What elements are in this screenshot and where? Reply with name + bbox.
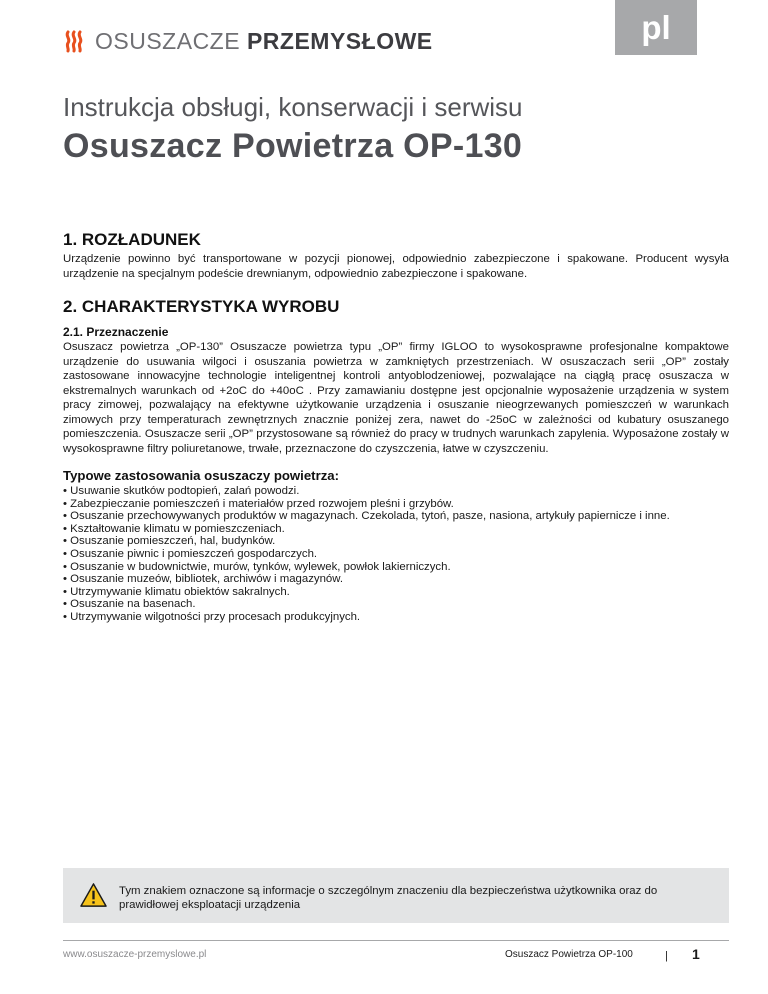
section-1-text: Urządzenie powinno być transportowane w pozycji pionowej, odpowiednio zabezpieczone i spakowane. Producent wysyła urządzenie na specjalnym podeście drewnianym, odpowiednio zabezpieczone i spakowane. xyxy=(63,253,729,280)
footer-website-link[interactable]: www.osuszacze-przemyslowe.pl xyxy=(63,949,207,960)
list-item: • Osuszanie pomieszczeń, hal, budynków. xyxy=(63,535,729,548)
document-subtitle: Instrukcja obsługi, konserwacji i serwisu xyxy=(63,92,523,122)
footer-model-name: Osuszacz Powietrza OP-100 xyxy=(505,949,633,960)
list-item: • Osuszanie muzeów, bibliotek, archiwów i magazynów. xyxy=(63,573,729,586)
language-tab: pl xyxy=(615,0,697,55)
page-header xyxy=(0,0,768,62)
section-2-1-heading: 2.1. Przeznaczenie xyxy=(63,325,169,339)
list-item: • Kształtowanie klimatu w pomieszczeniach. xyxy=(63,523,729,536)
safety-notice-text: Tym znakiem oznaczone są informacje o szczególnym znaczeniu dla bezpieczeństwa użytkownika oraz do prawidłowej eksploatacji urządzenia xyxy=(119,885,658,911)
uses-list xyxy=(63,485,729,624)
page-number: 1 xyxy=(692,946,700,962)
brand-logo xyxy=(63,29,433,53)
footer-divider xyxy=(63,940,729,941)
section-2-heading: 2. CHARAKTERYSTYKA WYROBU xyxy=(63,297,340,316)
list-item: • Osuszanie przechowywanych produktów w magazynach. Czekolada, tytoń, pasze, nasiona, artykuły papiernicze i inne. xyxy=(63,510,729,523)
section-2-1-text: Osuszacz powietrza „OP-130” Osuszacze powietrza typu „OP” firmy IGLOO to wysokosprawne profesjonalne kompaktowe urządzenie do usuwania wilgoci i osuszania powietrza w zamkniętych przestrzeniach. W osuszaczach serii „OP” zostały zastosowane innowacyjne technologie inteligentnej kontroli antyoblodzeniowej, pozwalające na ciągłą pracę osuszacza w ekstremalnych warunkach od +2oC do +40oC . Przy zamawianiu dostępne jest opcjonalnie wyposażenie urządzenia w system pracy zimowej, pozwalający na efektywne użytkowanie urządzenia i osuszanie nieogrzewanych pomieszczeń w warunkach zimowych przy temperaturach zewnętrznych znacznie poniżej zera, nawet do -25oC w zależności od kubatury osuszanego pomieszczenia. Osuszacze serii „OP” przystosowane są również do pracy w trudnych warunkach zapylenia. Wyposażone zostały w wysokosprawne filtry poliuretanowe, trwałe, przeznaczone do czyszczenia, łatwe w czyszczeniu. xyxy=(63,341,729,455)
document-title: Osuszacz Powietrza OP-130 xyxy=(63,127,523,165)
list-item: • Zabezpieczanie pomieszczeń i materiałów przed rozwojem pleśni i grzybów. xyxy=(63,498,729,511)
list-item: • Utrzymywanie wilgotności przy procesach produkcyjnych. xyxy=(63,611,729,624)
brand-name-dark: PRZEMYSŁOWE xyxy=(246,28,433,54)
warning-triangle-icon xyxy=(80,882,107,909)
footer-separator: | xyxy=(665,950,668,962)
list-item: • Osuszanie piwnic i pomieszczeń gospodarczych. xyxy=(63,548,729,561)
list-item: • Osuszanie w budownictwie, murów, tynków, wylewek, powłok lakierniczych. xyxy=(63,561,729,574)
uses-heading: Typowe zastosowania osuszaczy powietrza: xyxy=(63,468,340,483)
brand-name-light: OSUSZACZE xyxy=(95,28,241,54)
document-title-block xyxy=(63,92,723,166)
document-body xyxy=(63,230,729,624)
safety-notice xyxy=(63,868,729,923)
heat-waves-icon xyxy=(63,29,87,53)
list-item: • Usuwanie skutków podtopień, zalań powodzi. xyxy=(63,485,729,498)
list-item: • Osuszanie na basenach. xyxy=(63,598,729,611)
list-item: • Utrzymywanie klimatu obiektów sakralnych. xyxy=(63,586,729,599)
section-1-heading: 1. ROZŁADUNEK xyxy=(63,230,201,249)
